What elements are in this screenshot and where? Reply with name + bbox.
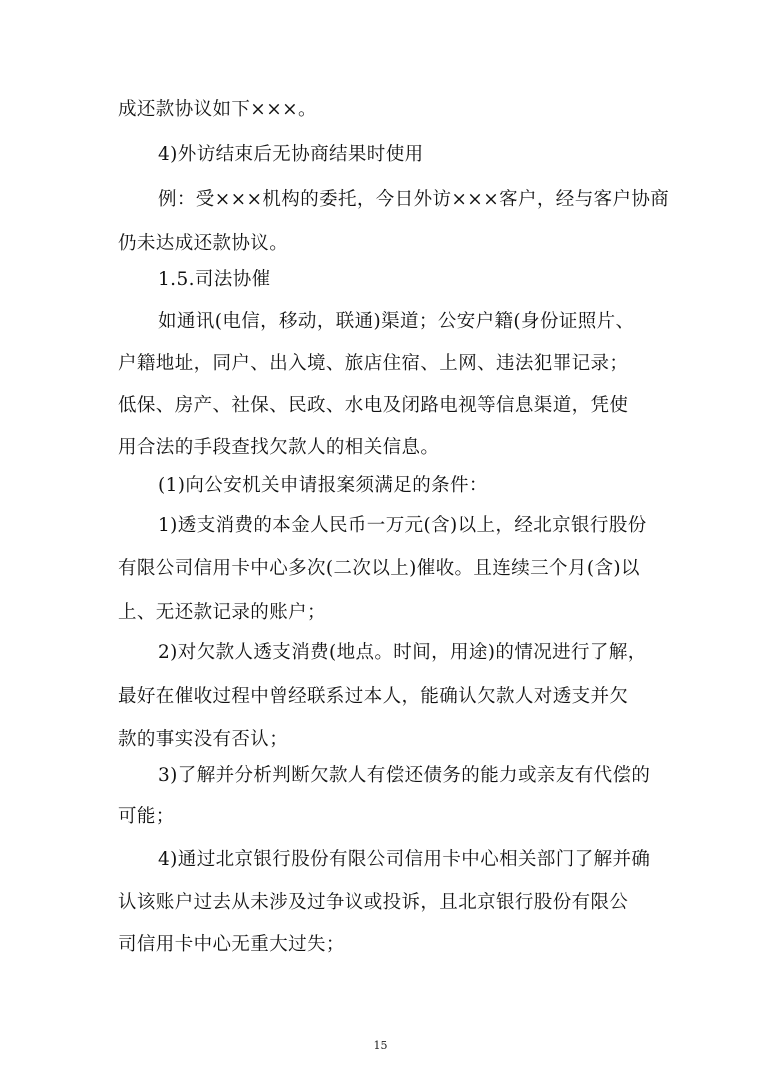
text-line: (1)向公安机关申请报案须满足的条件： <box>158 475 488 496</box>
text-line: 4)通过北京银行股份有限公司信用卡中心相关部门了解并确 <box>158 849 651 870</box>
text-line: 户籍地址，同户、出入境、旅店住宿、上网、违法犯罪记录； <box>118 353 629 374</box>
text-line: 可能； <box>118 806 175 827</box>
text-line: 有限公司信用卡中心多次(二次以上)催收。且连续三个月(含)以 <box>118 558 640 579</box>
text-line: 如通讯(电信，移动，联通)渠道；公安户籍(身份证照片、 <box>158 311 635 332</box>
text-line: 最好在催收过程中曾经联系过本人，能确认欠款人对透支并欠 <box>118 686 629 707</box>
text-line: 上、无还款记录的账户； <box>118 602 326 623</box>
text-line: 司信用卡中心无重大过失； <box>118 934 345 955</box>
text-line: 款的事实没有否认； <box>118 729 289 750</box>
page-number: 15 <box>373 1039 388 1052</box>
text-line: 仍未达成还款协议。 <box>118 233 289 254</box>
text-line: 认该账户过去从未涉及过争议或投诉，且北京银行股份有限公 <box>118 892 629 913</box>
text-line: 2)对欠款人透支消费(地点。时间，用途)的情况进行了解， <box>158 642 647 663</box>
text-line: 4)外访结束后无协商结果时使用 <box>158 144 424 165</box>
text-line: 用合法的手段查找欠款人的相关信息。 <box>118 437 440 458</box>
section-heading: 1.5.司法协催 <box>158 269 271 290</box>
text-line: 例：受×××机构的委托，今日外访×××客户，经与客户协商 <box>158 189 670 210</box>
text-line: 1)透支消费的本金人民币一万元(含)以上，经北京银行股份 <box>158 515 647 536</box>
text-line: 3)了解并分析判断欠款人有偿还债务的能力或亲友有代偿的 <box>158 765 651 786</box>
text-line: 低保、房产、社保、民政、水电及闭路电视等信息渠道，凭使 <box>118 395 629 416</box>
text-line: 成还款协议如下×××。 <box>118 99 317 120</box>
